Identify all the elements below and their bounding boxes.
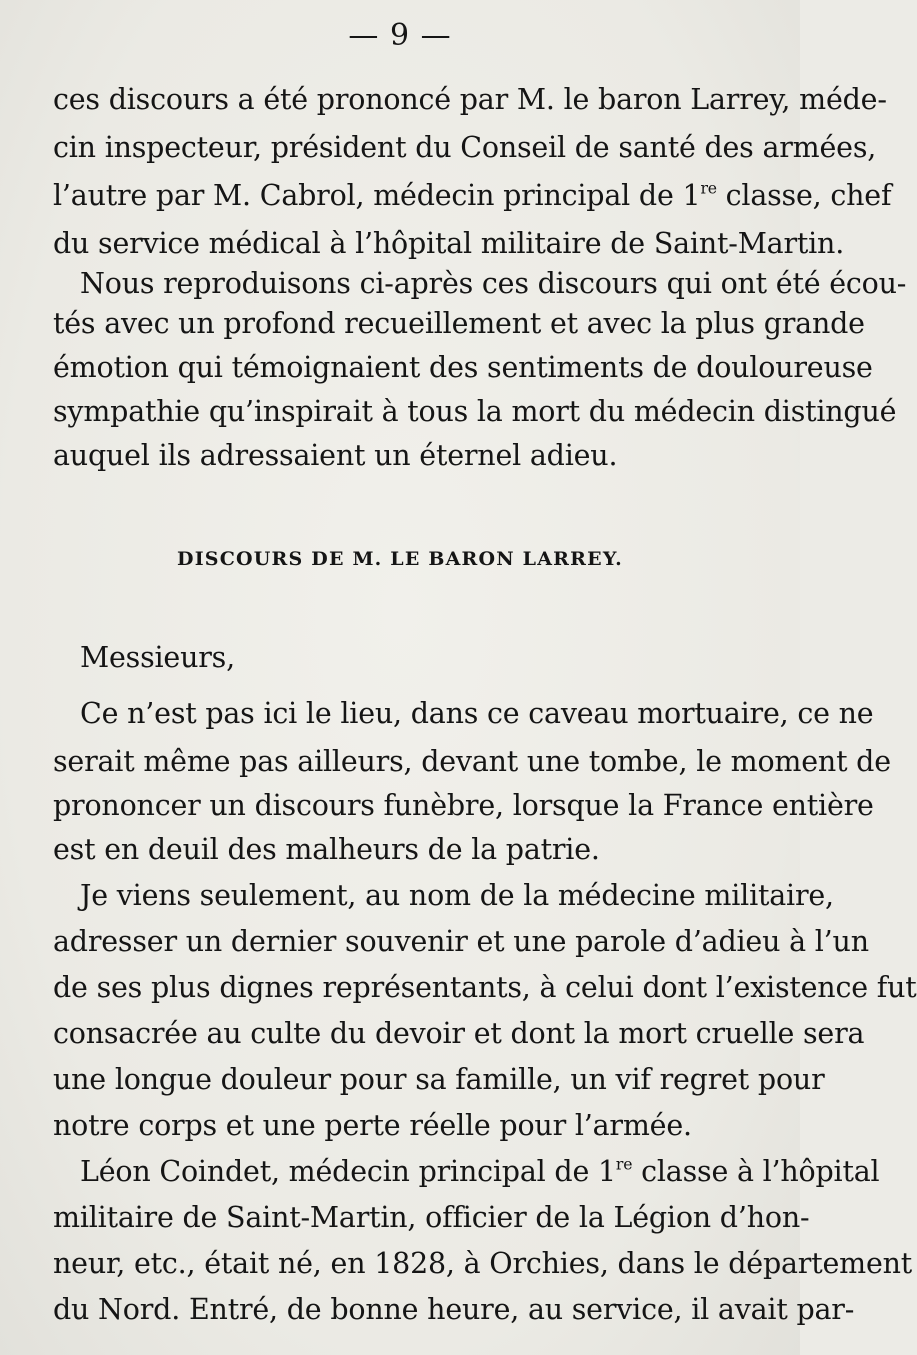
- text-line: prononcer un discours funèbre, lorsque la France entière: [53, 789, 874, 822]
- text-line: consacrée au culte du devoir et dont la mort cruelle sera: [53, 1017, 865, 1050]
- text-line: tés avec un profond recueillement et avec la plus grande: [53, 307, 865, 340]
- text-line: militaire de Saint-Martin, officier de la Légion d’hon-: [53, 1201, 810, 1234]
- text-line: ces discours a été prononcé par M. le baron Larrey, méde-: [53, 83, 887, 116]
- text-line: cin inspecteur, président du Conseil de santé des armées,: [53, 131, 877, 164]
- text-line: est en deuil des malheurs de la patrie.: [53, 833, 600, 866]
- text-line: Ce n’est pas ici le lieu, dans ce caveau mortuaire, ce ne: [80, 697, 874, 730]
- text-line: notre corps et une perte réelle pour l’armée.: [53, 1109, 692, 1142]
- salutation: Messieurs,: [80, 641, 235, 674]
- text-line: sympathie qu’inspirait à tous la mort du médecin distingué: [53, 395, 897, 428]
- ordinal-superscript: re: [700, 178, 717, 198]
- text-line: auquel ils adressaient un éternel adieu.: [53, 439, 618, 472]
- text-line: une longue douleur pour sa famille, un vif regret pour: [53, 1063, 825, 1096]
- text-line: émotion qui témoignaient des sentiments de douloureuse: [53, 351, 873, 384]
- ordinal-superscript: re: [615, 1154, 633, 1174]
- text-line-sup: l’autre par M. Cabrol, médecin principal de 1re classe, chef: [53, 178, 892, 212]
- text-line: Je viens seulement, au nom de la médecine militaire,: [80, 879, 834, 912]
- text-line: de ses plus dignes représentants, à celui dont l’existence fut: [53, 971, 917, 1004]
- text-line: serait même pas ailleurs, devant une tombe, le moment de: [53, 745, 891, 778]
- text-line: du service médical à l’hôpital militaire de Saint-Martin.: [53, 227, 845, 260]
- text-line: du Nord. Entré, de bonne heure, au service, il avait par-: [53, 1293, 855, 1326]
- section-heading: DISCOURS DE M. LE BARON LARREY.: [177, 548, 623, 570]
- text-line: Nous reproduisons ci-après ces discours qui ont été écou-: [80, 267, 907, 300]
- text-line: adresser un dernier souvenir et une parole d’adieu à l’un: [53, 925, 869, 958]
- text-line: neur, etc., était né, en 1828, à Orchies, dans le département: [53, 1247, 913, 1280]
- page-number: — 9 —: [348, 18, 452, 53]
- text-line-sup: Léon Coindet, médecin principal de 1re classe à l’hôpital: [80, 1154, 880, 1188]
